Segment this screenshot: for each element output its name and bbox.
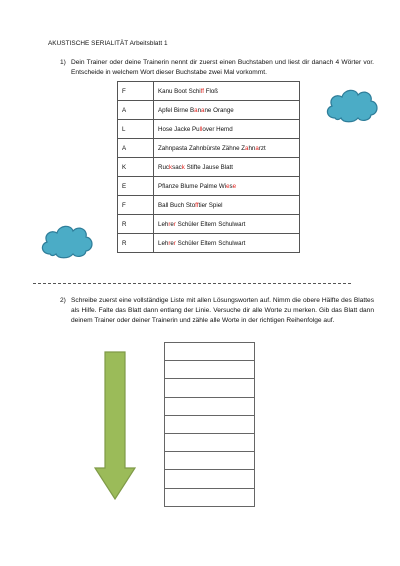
highlighted-letters: r xyxy=(173,220,176,228)
page-title: AKUSTISCHE SERIALITÄT Arbeitsblatt 1 xyxy=(48,40,168,47)
answer-row xyxy=(165,415,255,433)
highlighted-letters: ff xyxy=(195,201,199,209)
word-text: Schüler Eltern Schulwart xyxy=(175,220,246,228)
answer-table xyxy=(164,342,255,507)
words-cell xyxy=(154,234,300,253)
task-1-text: Dein Trainer oder deine Trainerin nennt dir zuerst einen Buchstaben und liest dir danach 4 Wörter vor. Entscheide in welchem Wort dieser Buchstabe zwei Mal vorkommt. xyxy=(71,59,374,76)
highlighted-letters: a xyxy=(255,144,259,152)
words-cell xyxy=(154,120,300,139)
word-text: Ruc xyxy=(158,163,170,171)
highlighted-letters: r xyxy=(168,239,171,247)
word-text: Schüler Eltern Schulwart xyxy=(175,239,246,247)
highlighted-letters: r xyxy=(173,239,176,247)
highlighted-letters: e xyxy=(226,182,230,190)
task-2-number: 2) xyxy=(60,297,66,304)
answer-cell xyxy=(165,488,255,506)
word-text: n xyxy=(197,106,202,114)
word-text: hn xyxy=(248,144,256,152)
table-row xyxy=(118,101,300,120)
highlighted-letters: ll xyxy=(199,125,203,133)
answer-row xyxy=(165,379,255,397)
down-arrow-icon xyxy=(94,351,136,501)
answer-row xyxy=(165,433,255,451)
answer-row xyxy=(165,470,255,488)
word-text: Leh xyxy=(158,220,169,228)
answer-row xyxy=(165,397,255,415)
word-table xyxy=(117,81,300,253)
task-1-number: 1) xyxy=(60,59,66,66)
highlighted-letters: a xyxy=(245,144,249,152)
letter-cell: E xyxy=(118,177,154,196)
answer-row xyxy=(165,343,255,361)
words-cell xyxy=(154,215,300,234)
words-cell xyxy=(154,158,300,177)
word-text: e xyxy=(170,220,174,228)
table-row xyxy=(118,196,300,215)
word-text: tier Spiel xyxy=(198,201,223,209)
answer-cell xyxy=(165,343,255,361)
task-2-instructions xyxy=(60,296,374,340)
word-text: Zahnpasta Zahnbürste Zähne Z xyxy=(158,144,246,152)
word-text: Floß xyxy=(203,87,219,95)
letter-cell: A xyxy=(118,139,154,158)
words-cell xyxy=(154,196,300,215)
letter-cell: R xyxy=(118,234,154,253)
task-1-instructions xyxy=(60,58,374,80)
word-text: e xyxy=(170,239,174,247)
word-text: s xyxy=(229,182,233,190)
highlighted-letters: k xyxy=(169,163,173,171)
words-cell xyxy=(154,82,300,101)
word-text: sac xyxy=(172,163,182,171)
letter-cell: K xyxy=(118,158,154,177)
highlighted-letters: k xyxy=(181,163,185,171)
answer-cell xyxy=(165,379,255,397)
answer-cell xyxy=(165,415,255,433)
word-text: Apfel Birne B xyxy=(158,106,195,114)
words-cell xyxy=(154,101,300,120)
letter-cell: L xyxy=(118,120,154,139)
table-row xyxy=(118,82,300,101)
letter-cell: R xyxy=(118,215,154,234)
table-row xyxy=(118,120,300,139)
answer-row xyxy=(165,452,255,470)
highlighted-letters: r xyxy=(168,220,171,228)
highlighted-letters: a xyxy=(201,106,205,114)
word-text: over Hemd xyxy=(202,125,233,133)
word-text: Stifte Jause Blatt xyxy=(184,163,233,171)
fold-line xyxy=(33,283,351,284)
highlighted-letters: e xyxy=(232,182,237,190)
answer-cell xyxy=(165,452,255,470)
word-text: Ball Buch Sto xyxy=(158,201,196,209)
answer-row xyxy=(165,361,255,379)
answer-cell xyxy=(165,433,255,451)
letter-cell: F xyxy=(118,82,154,101)
table-row xyxy=(118,215,300,234)
table-row xyxy=(118,139,300,158)
task-2-text: Schreibe zuerst eine vollständige Liste mit allen Lösungsworten auf. Nimm die obere Hälfte des Blattes als Hilfe. Falte das Blatt dann entlang der Linie. Versuche dir alle Worte zu merken. Gib das Blatt dann deinem Trainer oder deiner Trainerin und zähle alle Worte in der richtigen Reihenfolge auf. xyxy=(71,297,374,324)
answer-cell xyxy=(165,397,255,415)
word-text: Kanu Boot Schi xyxy=(158,87,201,95)
word-text: Hose Jacke Pu xyxy=(158,125,200,133)
answer-cell xyxy=(165,361,255,379)
word-text: rzt xyxy=(258,144,266,152)
table-row xyxy=(118,177,300,196)
highlighted-letters: a xyxy=(194,106,198,114)
letter-cell: F xyxy=(118,196,154,215)
cloud-icon xyxy=(323,84,381,124)
table-row xyxy=(118,234,300,253)
word-text: Pflanze Blume Palme Wi xyxy=(158,182,227,190)
word-text: ne Orange xyxy=(204,106,234,114)
words-cell xyxy=(154,139,300,158)
highlighted-letters: ff xyxy=(200,87,204,95)
word-text: Leh xyxy=(158,239,169,247)
words-cell xyxy=(154,177,300,196)
table-row xyxy=(118,158,300,177)
cloud-icon xyxy=(38,220,96,260)
letter-cell: A xyxy=(118,101,154,120)
answer-cell xyxy=(165,470,255,488)
answer-row xyxy=(165,488,255,506)
